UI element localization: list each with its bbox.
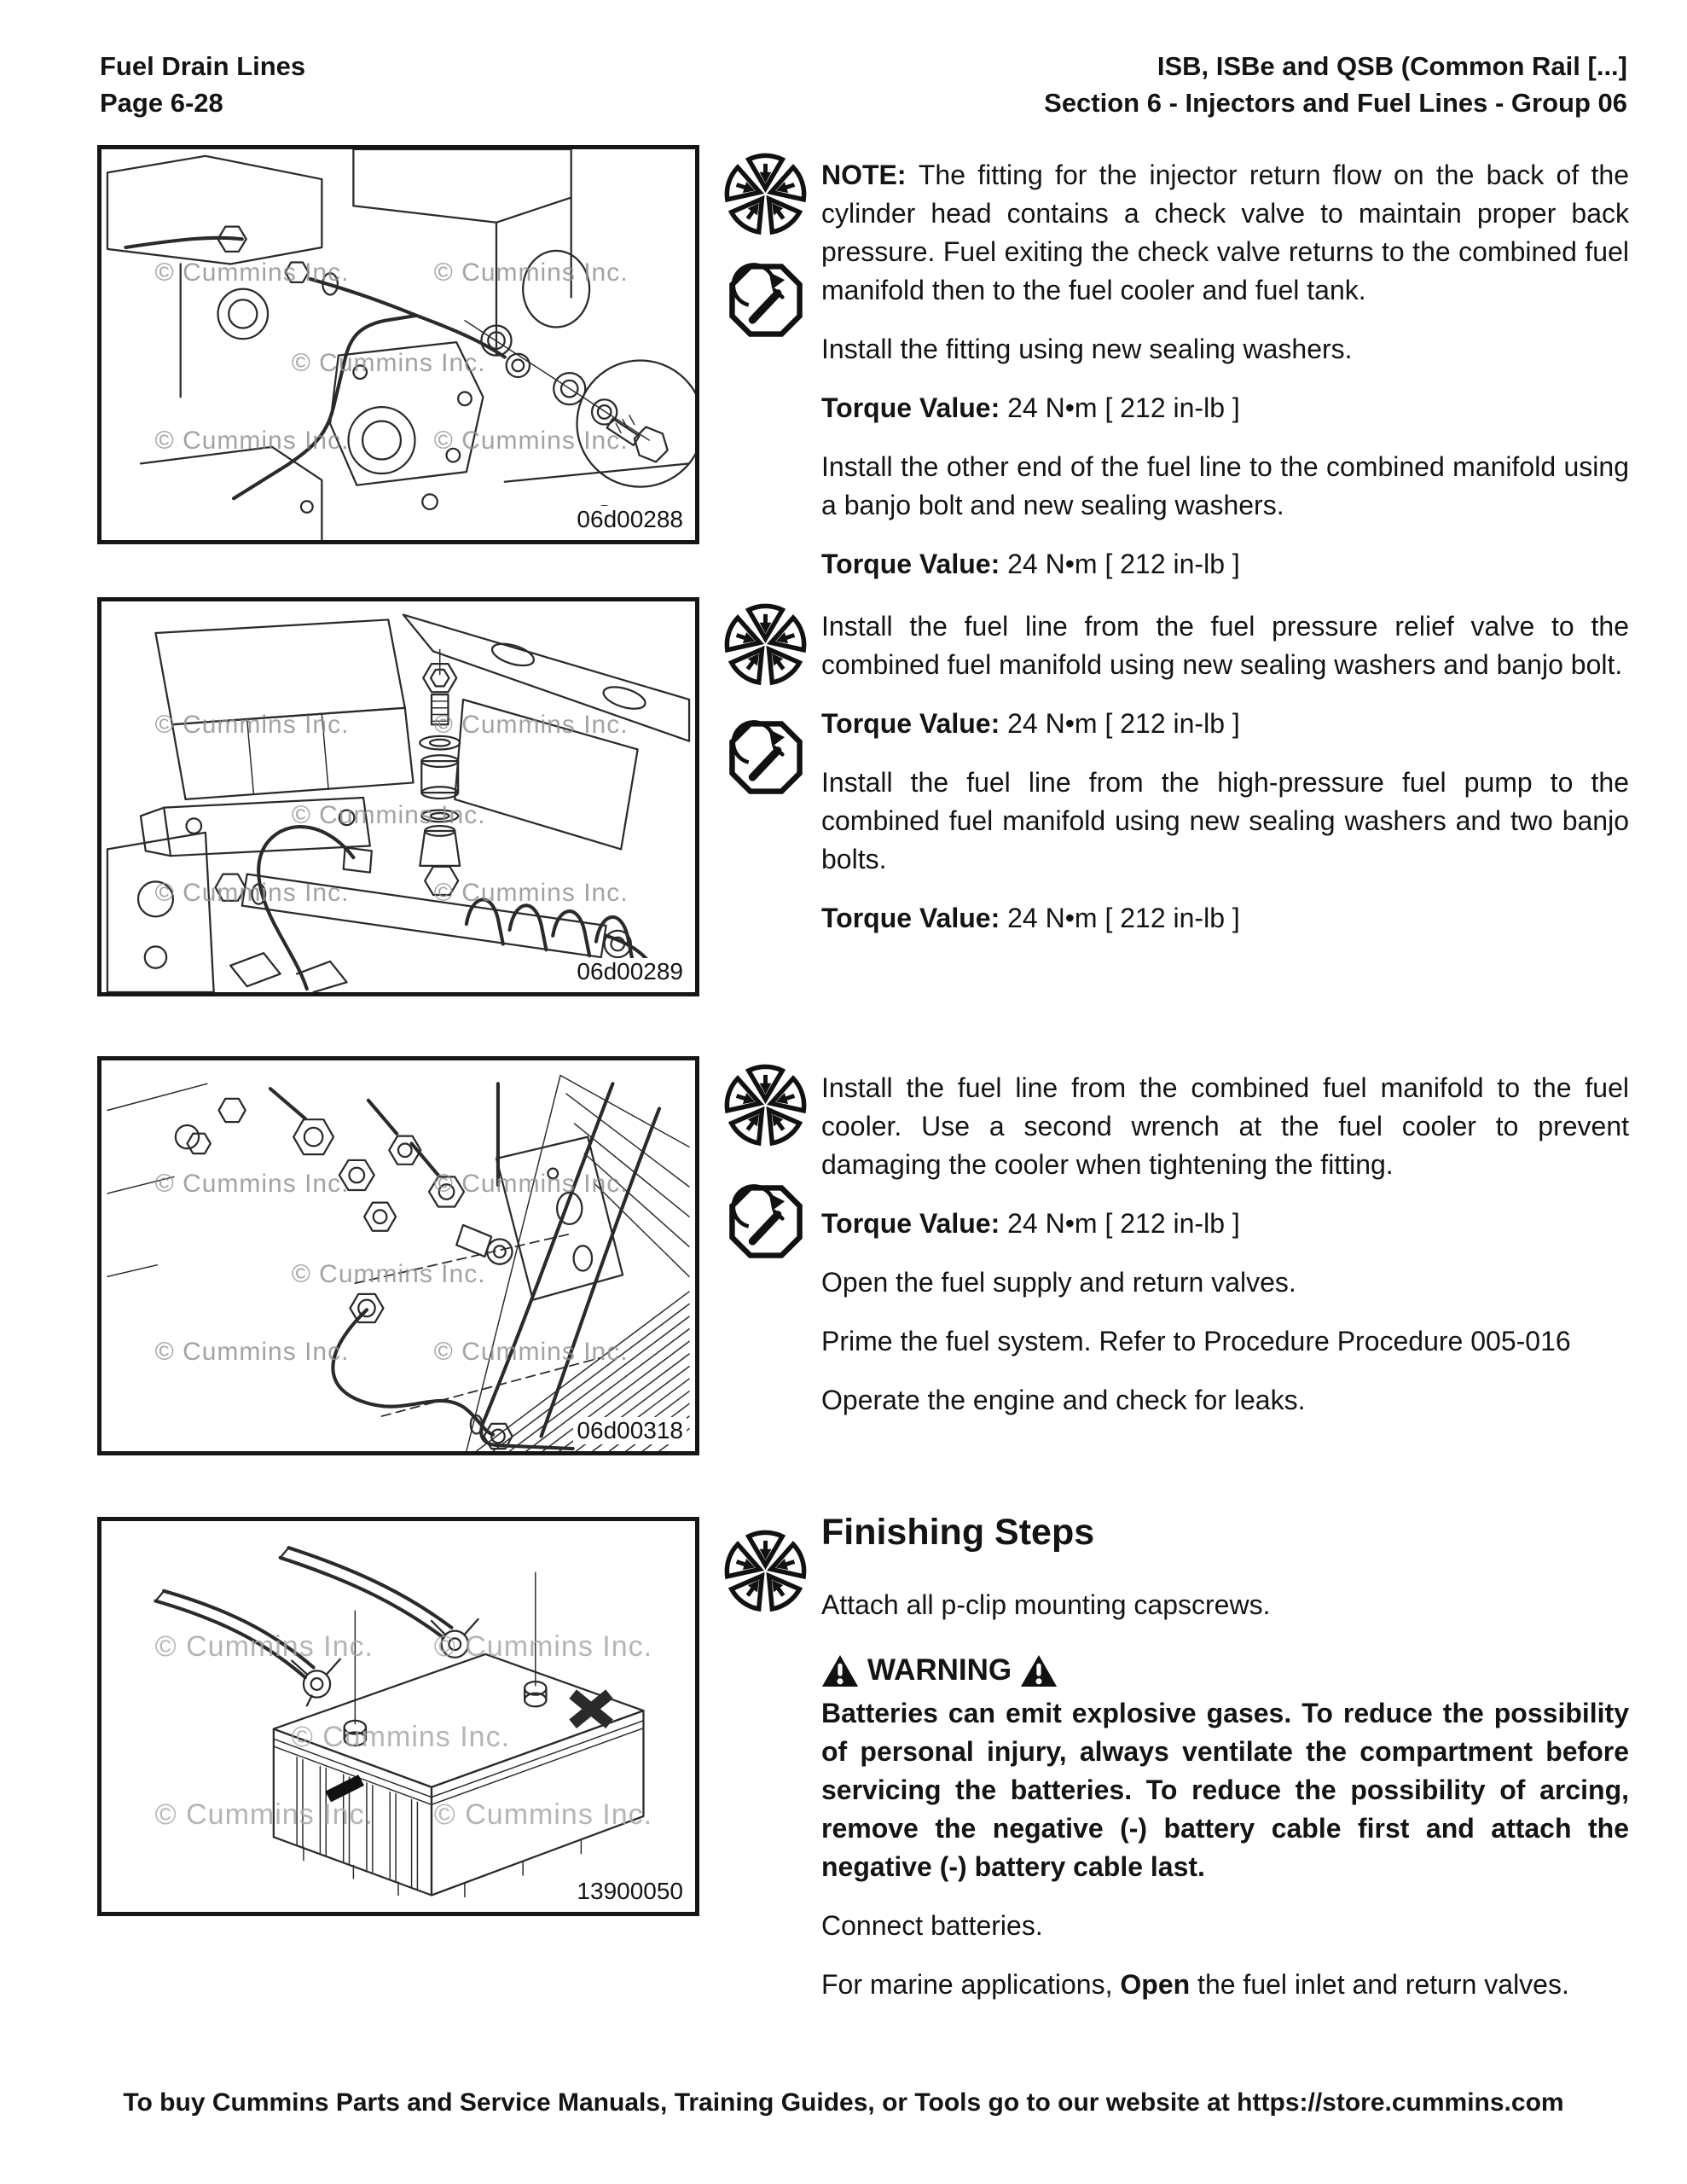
instructions-block-2 — [821, 607, 1629, 958]
warning-triangle-icon — [1020, 1654, 1058, 1687]
watermark: © Cummins Inc. — [291, 348, 486, 377]
paragraph — [821, 1069, 1629, 1184]
watermark: © Cummins Inc. — [433, 1798, 653, 1832]
watermark: © Cummins Inc. — [154, 1170, 350, 1199]
text-run: Install the fitting using new sealing washers. — [821, 334, 1353, 364]
torque-wrench-icon — [727, 261, 805, 340]
text-run: 24 N•m [ 212 in-lb ] — [1007, 1208, 1240, 1239]
paragraph — [821, 1322, 1629, 1361]
watermark: © Cummins Inc. — [154, 427, 350, 456]
warning-triangle-icon — [821, 1654, 859, 1687]
watermark: © Cummins Inc. — [433, 427, 629, 456]
watermark: © Cummins Inc. — [433, 711, 629, 740]
paragraph — [821, 1586, 1629, 1624]
text-run: the fuel inlet and return valves. — [1190, 1969, 1569, 2000]
watermark: © Cummins Inc. — [433, 879, 629, 908]
text-run: 24 N•m [ 212 in-lb ] — [1007, 549, 1240, 579]
torque-value-line — [821, 545, 1629, 584]
instructions-block-1 — [821, 156, 1629, 604]
warning-title: WARNING — [867, 1653, 1012, 1687]
figure-fuel-cooler-line — [97, 1056, 699, 1455]
text-run: Torque Value: — [821, 903, 1008, 933]
figure-id: 06d00318 — [573, 1417, 687, 1444]
torque-wrench-icon — [727, 1182, 805, 1261]
watermark: © Cummins Inc. — [154, 711, 350, 740]
page-number: Page 6-28 — [100, 88, 223, 118]
multi-direction-arrows-icon — [723, 1529, 808, 1613]
watermark: © Cummins Inc. — [433, 1170, 629, 1199]
figure-id: 06d00288 — [573, 506, 687, 533]
text-run: Install the other end of the fuel line to the combined manifold using a banjo bolt and new sealing washers. — [821, 451, 1629, 520]
text-run: Open — [1120, 1969, 1191, 2000]
header-right — [1044, 48, 1627, 121]
text-run: 24 N•m [ 212 in-lb ] — [1007, 392, 1240, 423]
text-run: Torque Value: — [821, 549, 1008, 579]
watermark: © Cummins Inc. — [291, 1259, 486, 1288]
multi-direction-arrows-icon — [723, 152, 808, 236]
watermark: © Cummins Inc. — [154, 1630, 374, 1664]
text-run: 24 N•m [ 212 in-lb ] — [1007, 903, 1240, 933]
text-run: The fitting for the injector return flow on the back of the cylinder head contains a check valve to maintain proper back pressure. Fuel exiting the check valve returns to the combined fuel manifold then to the fuel cooler and fuel tank. — [821, 160, 1630, 305]
figure-fuel-fitting — [97, 145, 699, 544]
text-run: Open the fuel supply and return valves. — [821, 1267, 1296, 1298]
doc-section-title: Fuel Drain Lines — [100, 51, 306, 81]
text-run: Attach all p-clip mounting capscrews. — [821, 1589, 1271, 1620]
torque-value-line — [821, 705, 1629, 743]
paragraph — [821, 448, 1629, 525]
engine-fitting-line-drawing — [101, 149, 695, 540]
fuel-cooler-line-drawing — [101, 1060, 695, 1451]
multi-direction-arrows-icon — [723, 602, 808, 687]
text-run: Connect batteries. — [821, 1910, 1043, 1941]
finishing-steps-section — [821, 1512, 1629, 2024]
watermark: © Cummins Inc. — [433, 1630, 653, 1664]
text-run: For marine applications, — [821, 1969, 1121, 2000]
multi-direction-arrows-icon — [723, 1063, 808, 1147]
watermark: © Cummins Inc. — [433, 1338, 629, 1367]
text-run: Operate the engine and check for leaks. — [821, 1385, 1306, 1415]
text-run: Torque Value: — [821, 1208, 1008, 1239]
text-run: Torque Value: — [821, 708, 1008, 739]
fuel-manifold-line-drawing — [101, 601, 695, 992]
figure-fuel-manifold — [97, 597, 699, 996]
watermark: © Cummins Inc. — [291, 800, 486, 829]
watermark: © Cummins Inc. — [154, 1338, 350, 1367]
instructions-block-3 — [821, 1069, 1629, 1440]
watermark: © Cummins Inc. — [154, 879, 350, 908]
paragraph — [821, 607, 1629, 684]
section-heading: Finishing Steps — [821, 1512, 1095, 1553]
torque-value-line — [821, 899, 1629, 938]
watermark: © Cummins Inc. — [154, 258, 350, 288]
paragraph — [821, 1907, 1629, 1945]
paragraph — [821, 156, 1629, 310]
warning-header — [821, 1653, 1629, 1687]
paragraph — [821, 764, 1629, 879]
text-run: Install the fuel line from the combined fuel manifold to the fuel cooler. Use a second wrench at the fuel cooler to prevent damaging the cooler when tightening the fitting. — [821, 1072, 1629, 1180]
torque-value-line — [821, 389, 1629, 427]
paragraph — [821, 330, 1629, 369]
paragraph — [821, 1263, 1629, 1302]
store-footer-note: To buy Cummins Parts and Service Manuals, Training Guides, or Tools go to our website at https://store.cummins.com — [123, 2088, 1564, 2117]
figure-id: 13900050 — [573, 1878, 687, 1905]
text-run: Prime the fuel system. Refer to Procedure Procedure 005-016 — [821, 1326, 1571, 1356]
figure-battery — [97, 1517, 699, 1916]
manual-section: Section 6 - Injectors and Fuel Lines - Group 06 — [1044, 88, 1627, 118]
watermark: © Cummins Inc. — [433, 258, 629, 288]
text-run: 24 N•m [ 212 in-lb ] — [1007, 708, 1240, 739]
manual-title: ISB, ISBe and QSB (Common Rail [...] — [1157, 51, 1627, 81]
battery-line-drawing — [101, 1521, 695, 1912]
warning-text: Batteries can emit explosive gases. To reduce the possibility of personal injury, always ventilate the compartment before servicing the batteries. To reduce the possibility of arcing, remove the negative (-) battery cable first and attach the negative (-) battery cable last. — [821, 1698, 1629, 1882]
paragraph — [821, 1966, 1629, 2004]
text-run: NOTE: — [821, 160, 919, 190]
watermark: © Cummins Inc. — [154, 1798, 374, 1832]
paragraph — [821, 1381, 1629, 1420]
text-run: Torque Value: — [821, 392, 1008, 423]
figure-id: 06d00289 — [573, 958, 687, 985]
header-left — [100, 48, 305, 121]
torque-value-line — [821, 1205, 1629, 1243]
text-run: Install the fuel line from the high-pressure fuel pump to the combined fuel manifold using new sealing washers and two banjo bolts. — [821, 767, 1629, 874]
torque-wrench-icon — [727, 718, 805, 797]
watermark: © Cummins Inc. — [291, 1720, 511, 1753]
text-run: Install the fuel line from the fuel pressure relief valve to the combined fuel manifold using new sealing washers and banjo bolt. — [821, 611, 1629, 680]
